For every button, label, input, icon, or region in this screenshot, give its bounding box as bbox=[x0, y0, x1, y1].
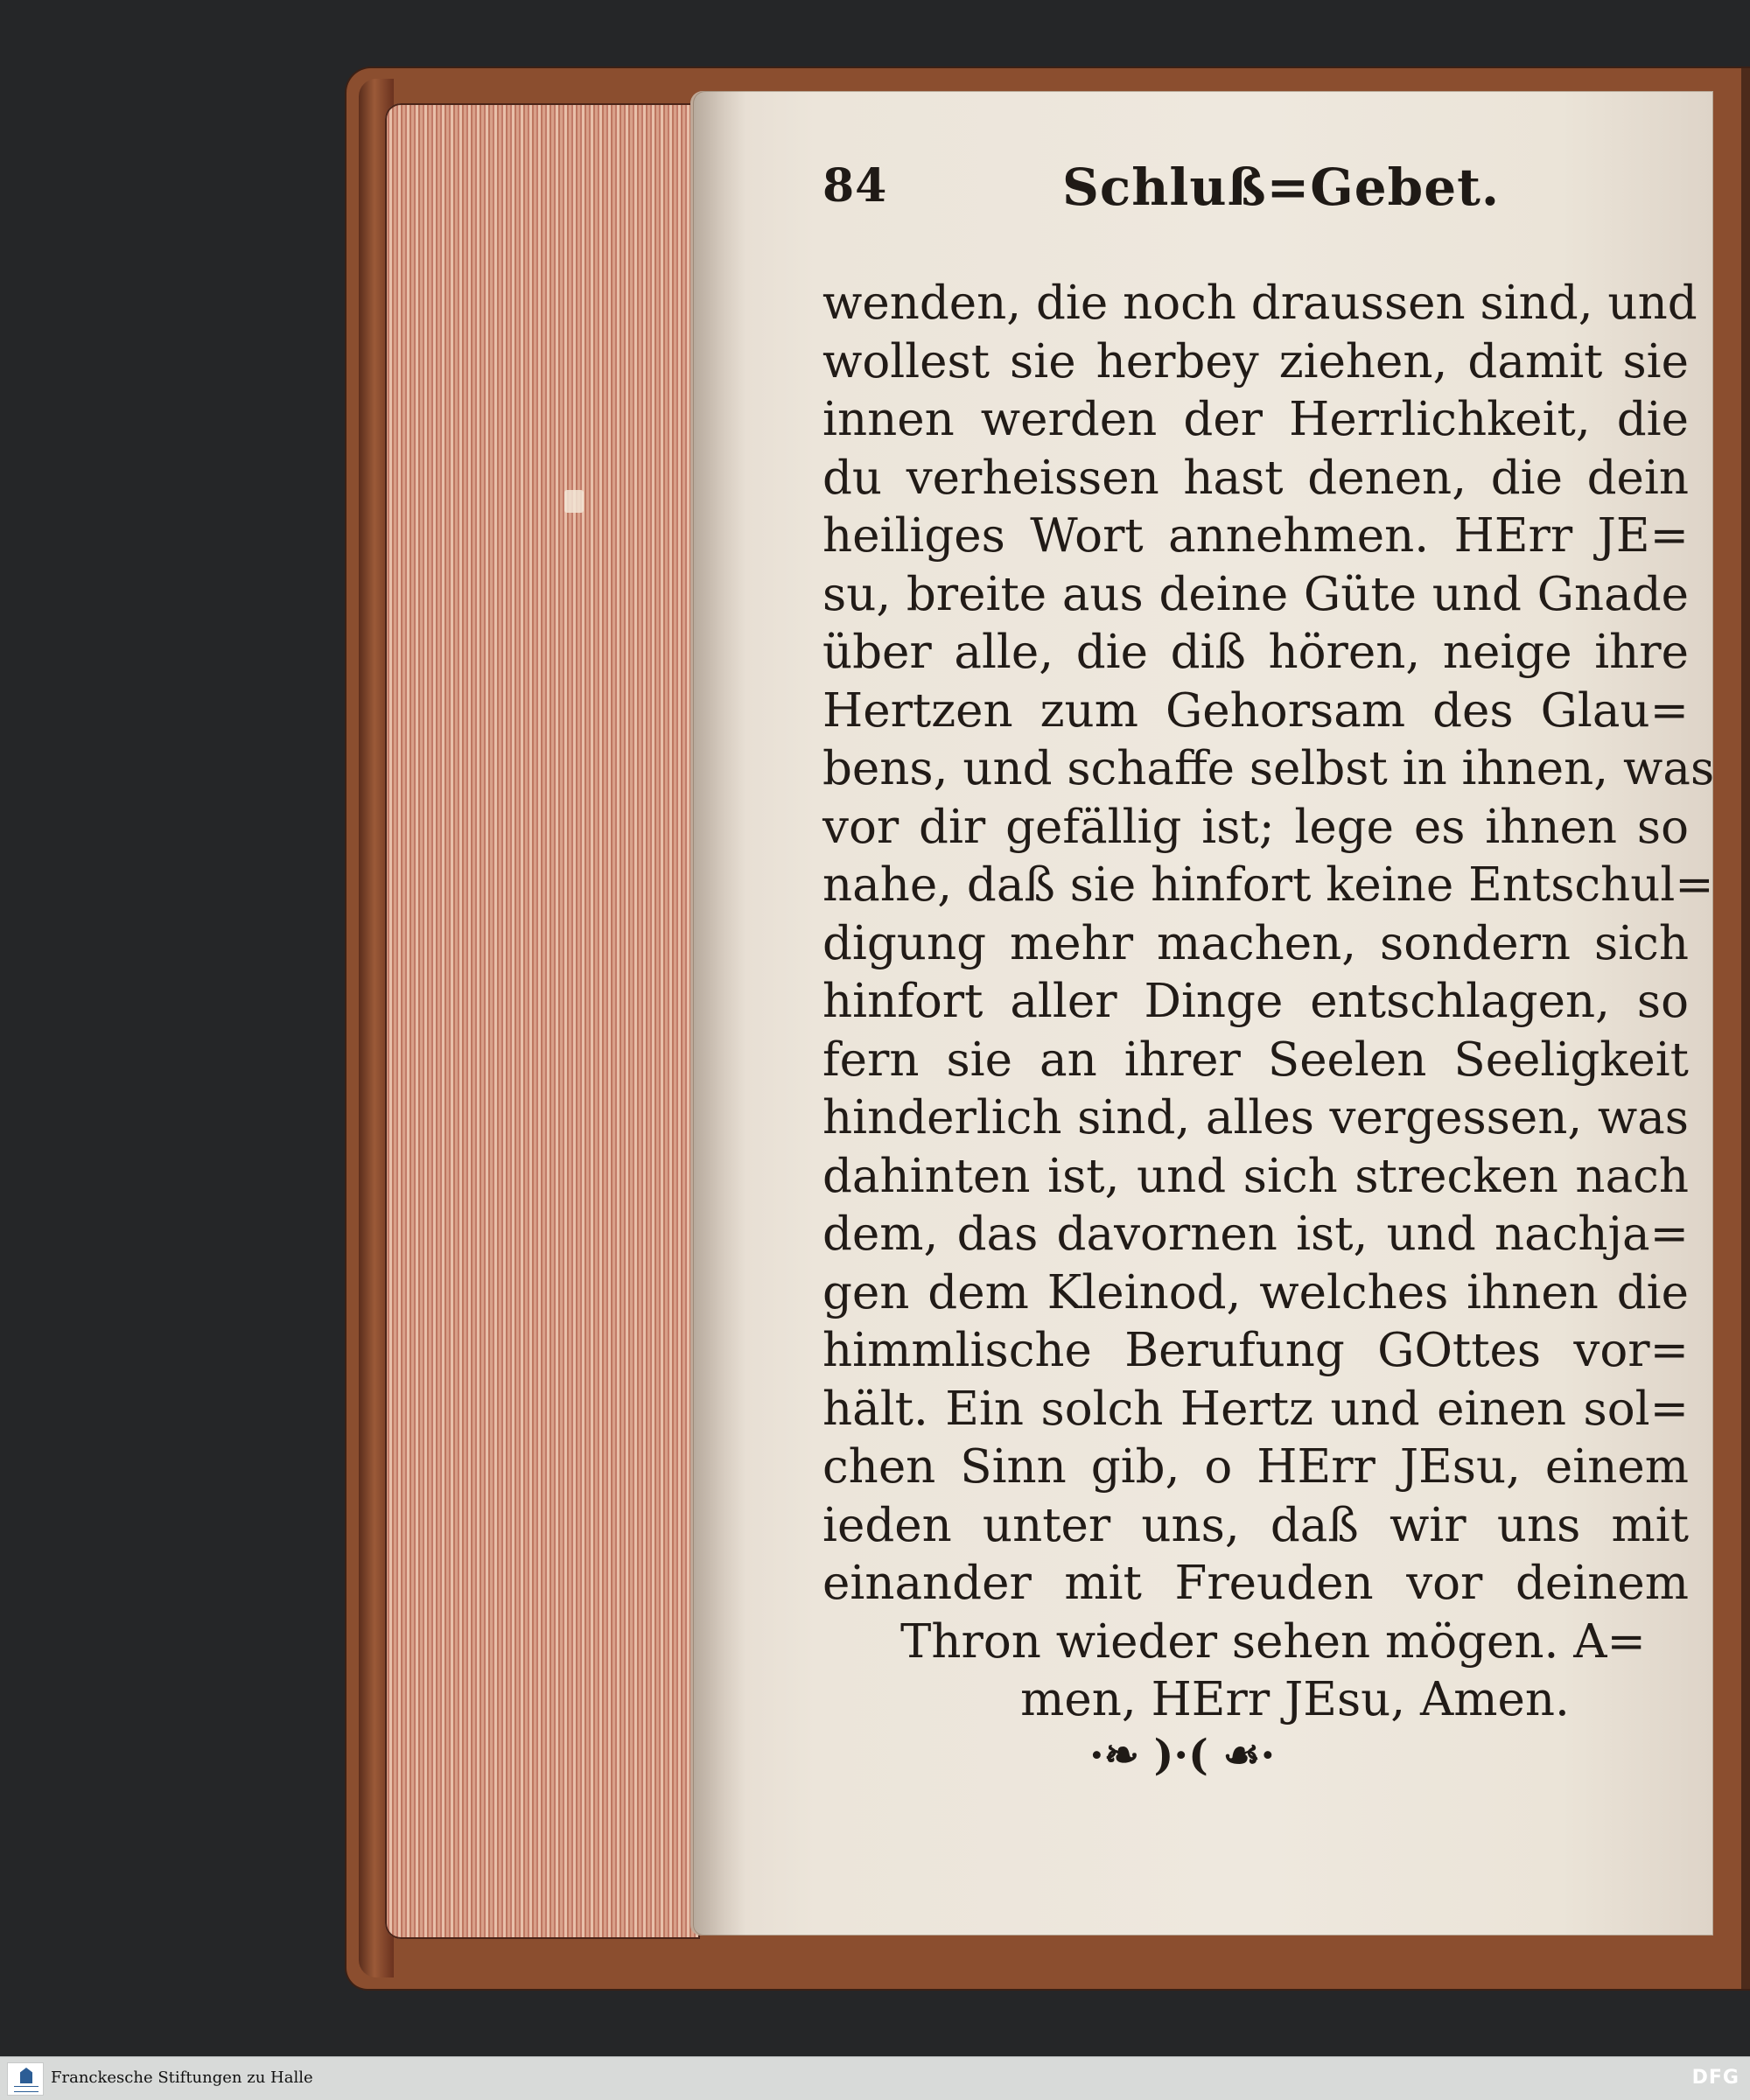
text-line: nahe, daß sie hinfort keine Entschul= bbox=[822, 858, 1714, 912]
text-line: hinderlich sind, alles vergessen, was bbox=[822, 1091, 1689, 1144]
text-line: men, HErr JEsu, Amen. bbox=[1020, 1673, 1570, 1726]
institution-logo bbox=[7, 2062, 44, 2096]
page-gutter-shadow bbox=[693, 91, 746, 1936]
paper-fiber-mark bbox=[564, 490, 584, 513]
prayer-text bbox=[822, 275, 1715, 1730]
viewer-footer bbox=[0, 2056, 1750, 2100]
text-line: hinfort aller Dinge entschlagen, so bbox=[822, 975, 1689, 1028]
institution-name: Franckesche Stiftungen zu Halle bbox=[51, 2068, 313, 2087]
text-line: einander mit Freuden vor deinem bbox=[822, 1557, 1689, 1610]
text-line: Thron wieder sehen mögen. A= bbox=[900, 1614, 1646, 1669]
text-line: dahinten ist, und sich strecken nach bbox=[822, 1149, 1689, 1203]
text-line: ieden unter uns, daß wir uns mit bbox=[822, 1498, 1689, 1552]
running-title: Schluß=Gebet. bbox=[1062, 158, 1501, 217]
closing-ornament: ·❧ )·( ☙· bbox=[1089, 1731, 1276, 1780]
text-line: wollest sie herbey ziehen, damit sie bbox=[822, 334, 1689, 388]
page-header bbox=[822, 159, 1689, 233]
text-line: wenden, die noch draussen sind, und bbox=[822, 276, 1698, 330]
text-line: Hertzen zum Gehorsam des Glau= bbox=[822, 683, 1689, 738]
building-icon bbox=[20, 2068, 32, 2083]
logo-lines-icon bbox=[14, 2086, 38, 2092]
text-line: gen dem Kleinod, welches ihnen die bbox=[822, 1265, 1689, 1320]
text-line: fern sie an ihrer Seelen Seeligkeit bbox=[822, 1032, 1689, 1087]
text-line: heiliges Wort annehmen. HErr JE= bbox=[822, 509, 1689, 563]
dfg-mark: DFG bbox=[1691, 2067, 1740, 2089]
text-line: du verheissen hast denen, die dein bbox=[822, 451, 1689, 505]
text-line: su, breite aus deine Güte und Gnade bbox=[822, 567, 1689, 621]
text-line: dem, das davornen ist, und nachja= bbox=[822, 1208, 1689, 1261]
page-number: 84 bbox=[822, 159, 888, 213]
text-line: hält. Ein solch Hertz und einen sol= bbox=[822, 1382, 1689, 1436]
text-line: vor dir gefällig ist; lege es ihnen so bbox=[822, 800, 1689, 854]
text-line: innen werden der Herrlichkeit, die bbox=[822, 393, 1689, 446]
text-line: chen Sinn gib, o HErr JEsu, einem bbox=[822, 1440, 1689, 1494]
text-line: bens, und schaffe selbst in ihnen, was bbox=[822, 742, 1715, 795]
text-line: himmlische Berufung GOttes vor= bbox=[822, 1324, 1689, 1377]
page-edge-stack bbox=[385, 103, 700, 1939]
text-line: digung mehr machen, sondern sich bbox=[822, 916, 1689, 970]
text-line: über alle, die diß hören, neige ihre bbox=[822, 626, 1689, 679]
page-text-block bbox=[822, 158, 1715, 1796]
